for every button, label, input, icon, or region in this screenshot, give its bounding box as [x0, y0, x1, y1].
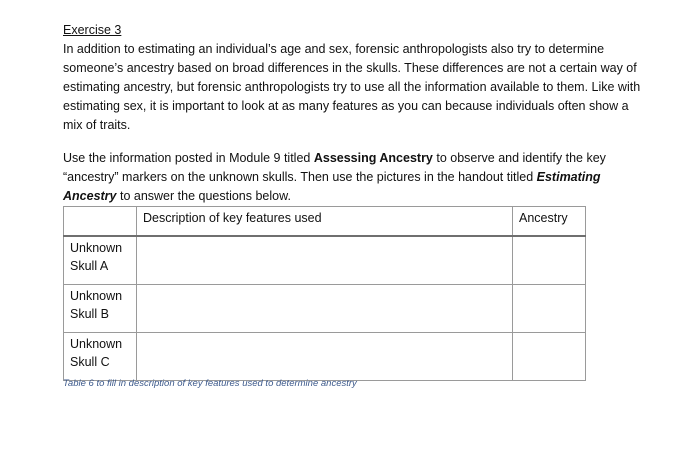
- exercise-title: Exercise 3: [63, 23, 122, 37]
- row-label-line1: Unknown: [70, 241, 123, 255]
- instructions-text-2: to observe and identify the key “ancestry” markers on the unknown skulls. Then use the pictures in the handout titled: [63, 151, 606, 184]
- ancestry-cell[interactable]: [513, 236, 586, 285]
- row-label-line1: Unknown: [70, 337, 123, 351]
- instructions-text-3: to answer the questions below.: [116, 189, 291, 203]
- row-label-line1: Unknown: [70, 289, 123, 303]
- intro-paragraph: In addition to estimating an individual’s age and sex, forensic anthropologists also try to determine someone’s ancestry based on broad differences in the skulls. These differences are not a certain way of estimating ancestry, but forensic anthropologists try to use all the information available to them. Like with estimating sex, it is important to look at as many features as you can because individuals often show a mix of traits.: [63, 42, 641, 132]
- row-label: [64, 333, 137, 381]
- description-cell[interactable]: [137, 333, 513, 381]
- header-cell-ancestry: Ancestry: [513, 207, 586, 237]
- header-cell-empty: [64, 207, 137, 237]
- description-cell[interactable]: [137, 236, 513, 285]
- ancestry-cell[interactable]: [513, 333, 586, 381]
- estimating-ancestry-title: Estimating Ancestry: [63, 170, 601, 203]
- table-row: [64, 333, 586, 381]
- description-cell[interactable]: [137, 285, 513, 333]
- row-label-line2: Skull A: [70, 259, 109, 273]
- header-cell-description: Description of key features used: [137, 207, 513, 237]
- row-label-line2: Skull C: [70, 355, 110, 369]
- table-header-row: [64, 207, 586, 237]
- table-row: [64, 285, 586, 333]
- assessing-ancestry-title: Assessing Ancestry: [313, 151, 433, 165]
- row-label: [64, 285, 137, 333]
- row-label-line2: Skull B: [70, 307, 109, 321]
- row-label: [64, 236, 137, 285]
- document-body: [63, 22, 643, 206]
- table-row: [64, 236, 586, 285]
- instructions-text-1: Use the information posted in Module 9 titled: [63, 151, 314, 165]
- table-caption: Table 6 to fill in description of key features used to determine ancestry: [63, 378, 357, 389]
- instructions-paragraph: [63, 149, 643, 206]
- ancestry-cell[interactable]: [513, 285, 586, 333]
- ancestry-table: [63, 206, 586, 381]
